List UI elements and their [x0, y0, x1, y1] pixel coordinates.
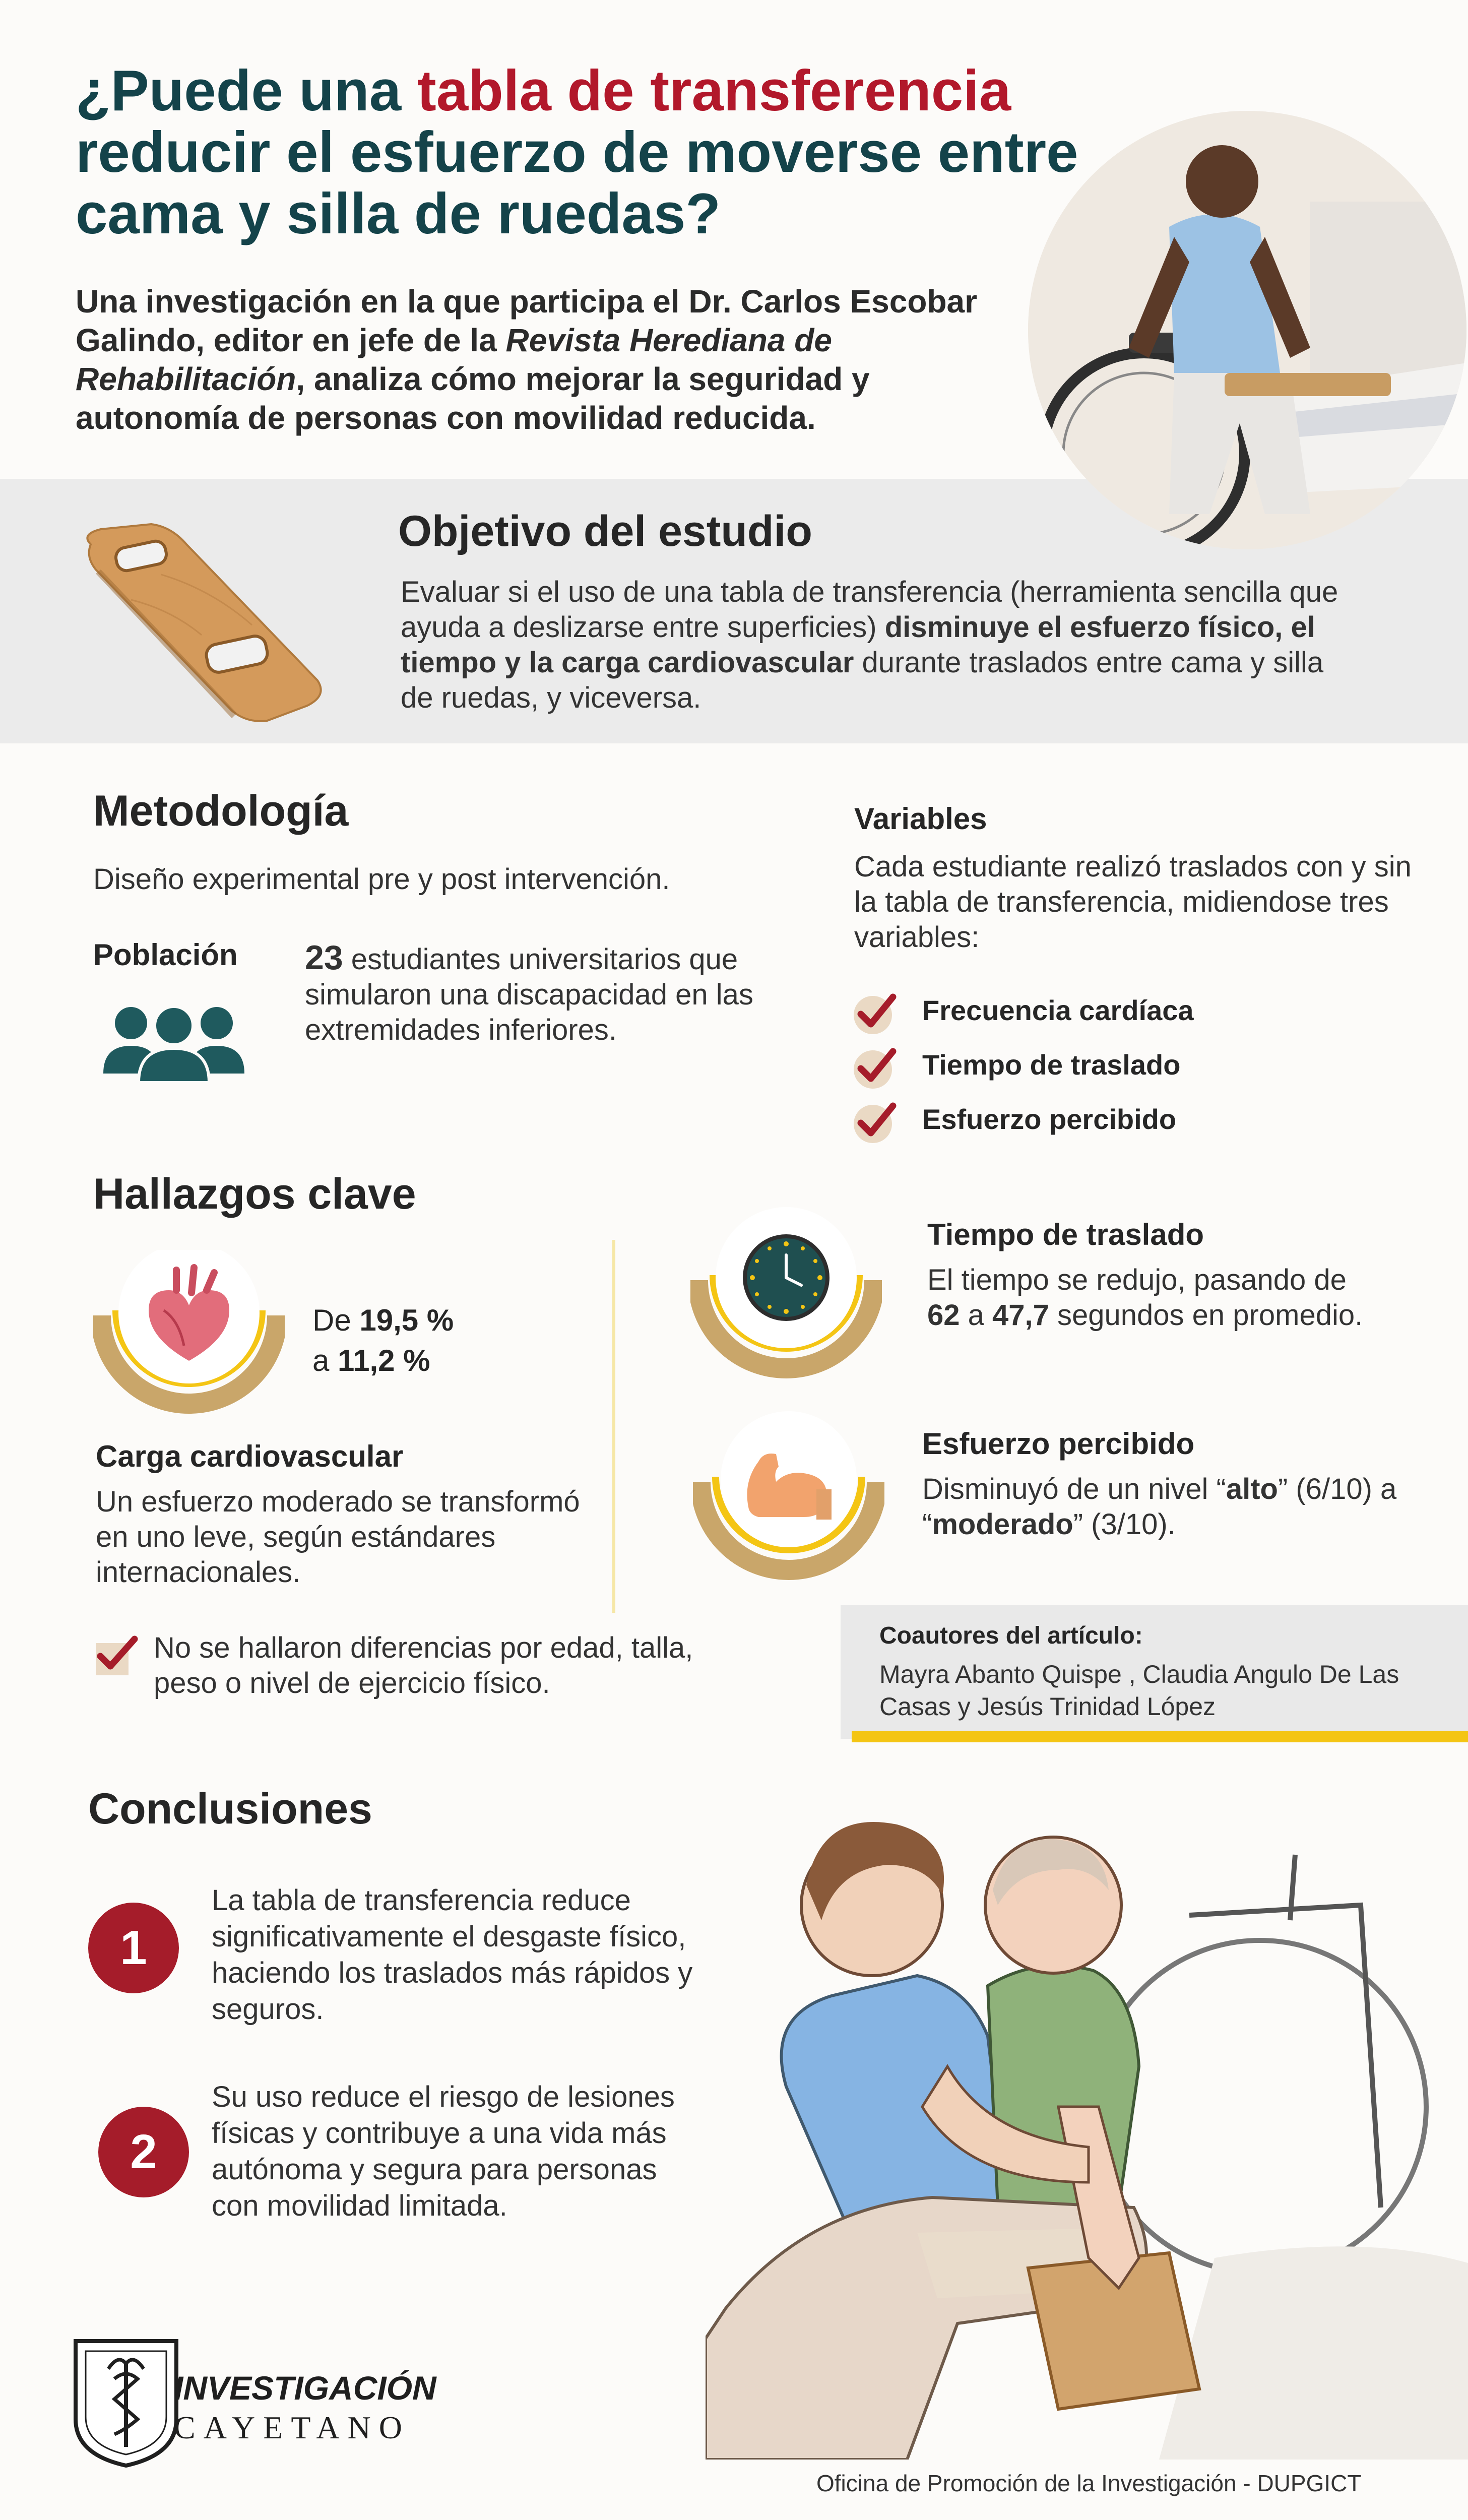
- objective-text: Evaluar si el uso de una tabla de transferencia (herramienta sencilla que ayuda a deslizarse entre superficies) disminuye el esfuerzo físico, el tiempo y la carga cardiovascular durante traslados entre cama y silla de ruedas, y viceversa.: [401, 576, 1338, 714]
- cardio-values: De 19,5 % a 11,2 %: [312, 1303, 454, 1377]
- hero-photo-wheelchair-transfer: [1028, 111, 1466, 549]
- checkmark-icon: [852, 990, 897, 1035]
- caregiver-transfer-illustration: [706, 1754, 1468, 2460]
- checkmark-icon: [93, 1633, 139, 1678]
- findings-heading: Hallazgos clave: [93, 1170, 416, 1218]
- list-item: Frecuencia cardíaca: [852, 983, 1406, 1037]
- conclusions-heading: Conclusiones: [88, 1785, 372, 1833]
- conclusion-text-2: Su uso reduce el riesgo de lesiones físicas y contribuye a una vida más autónoma y segura para personas con movilidad limitada.: [212, 2081, 675, 2222]
- time-text: El tiempo se redujo, pasando de 62 a 47,7 segundos en promedio.: [927, 1264, 1363, 1332]
- heart-icon-badge: [93, 1250, 285, 1416]
- coauthors-names: Mayra Abanto Quispe , Claudia Angulo De Las Casas y Jesús Trinidad López: [879, 1660, 1399, 1721]
- methodology-design: Diseño experimental pre y post intervención.: [93, 863, 670, 896]
- brand-line-2: CAYETANO: [174, 2410, 410, 2445]
- variables-list: [852, 983, 1406, 1146]
- population-text: 23 estudiantes universitarios que simularon una discapacidad en las extremidades inferiores.: [305, 938, 753, 1046]
- no-differences-note: No se hallaron diferencias por edad, talla, peso o nivel de ejercicio físico.: [154, 1631, 693, 1699]
- cardio-title: Carga cardiovascular: [96, 1439, 404, 1473]
- page-title: ¿Puede una tabla de transferencia reducir el esfuerzo de moverse entre cama y silla de ruedas?: [76, 59, 1078, 246]
- conclusion-number-2: 2: [98, 2107, 189, 2197]
- coauthors-accent-bar: [852, 1731, 1468, 1742]
- footer-office: Oficina de Promoción de la Investigación - DUPGICT: [816, 2470, 1362, 2496]
- methodology-heading: Metodología: [93, 787, 349, 835]
- university-seal-logo: [68, 2334, 184, 2470]
- clock-icon-badge: [690, 1205, 882, 1381]
- transfer-board-image: [71, 514, 333, 726]
- population-label: Población: [93, 938, 238, 972]
- journal-name: Revista Herediana de Rehabilitación: [76, 322, 832, 397]
- variables-text: Cada estudiante realizó traslados con y sin la tabla de transferencia, midiendose tres variables:: [854, 850, 1412, 954]
- muscle-arm-icon-badge: [693, 1411, 884, 1583]
- intro-paragraph: Una investigación en la que participa el Dr. Carlos Escobar Galindo, editor en jefe de la Revista Herediana de Rehabilitación, analiza cómo mejorar la seguridad y autonomía de personas con movilidad reducida.: [76, 283, 978, 436]
- checkmark-icon: [852, 1099, 897, 1144]
- variables-heading: Variables: [854, 802, 987, 836]
- list-item: Tiempo de traslado: [852, 1037, 1406, 1092]
- brand-line-1: INVESTIGACIÓN: [174, 2369, 436, 2407]
- effort-text: Disminuyó de un nivel “alto” (6/10) a “moderado” (3/10).: [922, 1473, 1397, 1541]
- conclusion-number-1: 1: [88, 1903, 179, 1993]
- title-highlight: tabla de transferencia: [417, 59, 1011, 123]
- people-group-icon: [101, 998, 247, 1084]
- list-item: Esfuerzo percibido: [852, 1092, 1406, 1146]
- conclusion-text-1: La tabla de transferencia reduce significativamente el desgaste físico, haciendo los traslados más rápidos y seguros.: [212, 1884, 693, 2026]
- effort-title: Esfuerzo percibido: [922, 1427, 1195, 1461]
- findings-divider: [612, 1240, 615, 1613]
- objective-heading: Objetivo del estudio: [398, 507, 812, 555]
- coauthors-label: Coautores del artículo:: [879, 1622, 1143, 1649]
- population-count: 23: [305, 938, 343, 977]
- time-title: Tiempo de traslado: [927, 1218, 1204, 1251]
- cardio-text: Un esfuerzo moderado se transformó en uno leve, según estándares internacionales.: [96, 1485, 580, 1589]
- checkmark-icon: [852, 1044, 897, 1090]
